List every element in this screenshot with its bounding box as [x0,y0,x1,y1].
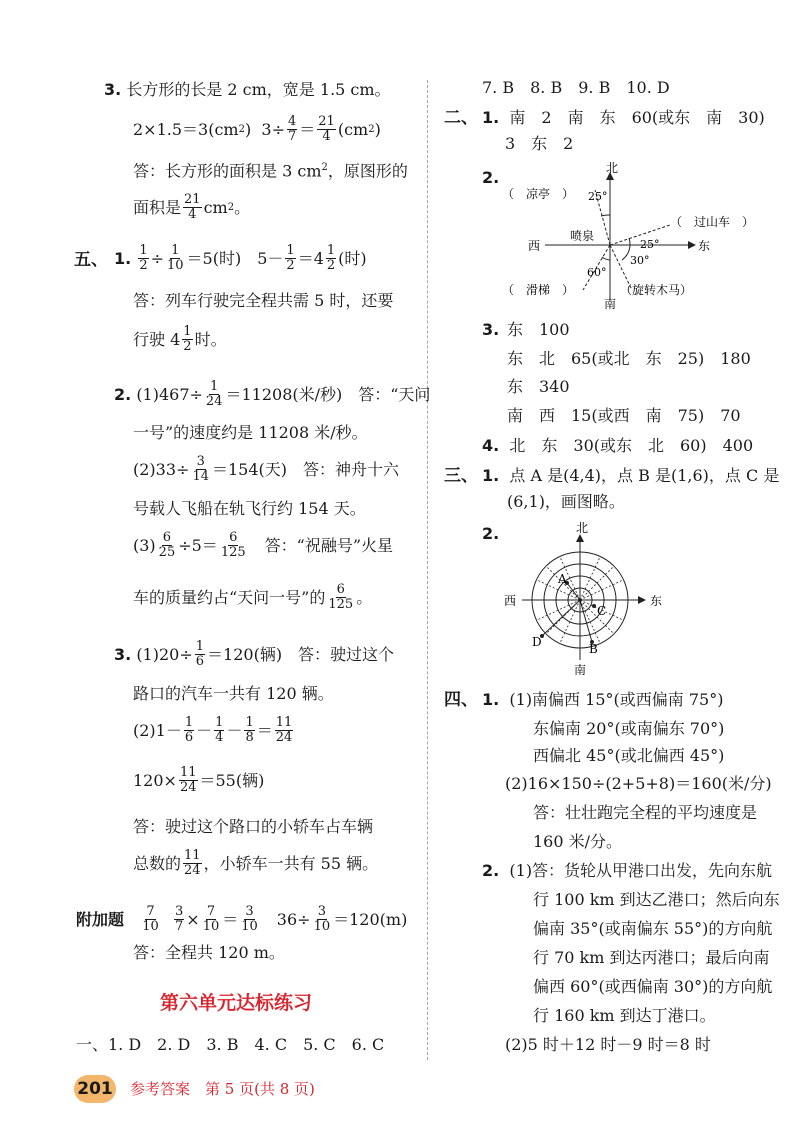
fraction-num: 21 [318,114,335,129]
arc-30 [622,245,630,260]
unit-title: 第六单元达标练习 [160,992,313,1014]
s2-q1-number: 1. [482,108,500,127]
s2-q3-l4: 南 西 15(或西 南 75) 70 [507,406,741,425]
fraction-den: 125 [220,545,246,560]
s5-q3-answer-2 [133,849,378,878]
angle-60: 60° [587,266,607,279]
fraction [244,716,254,745]
fraction [205,380,224,409]
q3-calc-a-sup: 2 [238,123,245,135]
fraction-num: 1 [139,243,148,258]
section-3-label: 三、 [444,466,478,486]
fraction [240,905,259,934]
fraction [183,193,202,222]
s4-q2-l2: 行 100 km 到达乙港口；然后向东 [533,890,780,909]
divide: ÷ [150,248,164,268]
fraction-den: 4 [188,207,197,222]
compass1-north: 北 [606,161,619,175]
fraction [141,905,160,934]
equals: ＝ [299,119,316,139]
s5-q2-1end: ＝11208(米/秒) 答：“天问 [225,384,431,404]
segment-A [567,583,580,600]
label-slide: （ 滑梯 ） [502,283,575,297]
extra-label: 附加题 [76,909,125,929]
extra-answer: 答：全程共 120 m。 [133,943,285,962]
fraction-den: 24 [179,780,197,795]
s5-q2-3bend: 。 [356,587,373,607]
fraction-num: 6 [336,582,345,597]
q3-calc-a: 2×1.5＝3(cm [133,119,239,139]
s2-q1-b: 3 东 2 [505,134,574,153]
fraction [191,455,210,484]
fraction [158,531,177,560]
s4-q1-l5: 答：壮壮跑完全程的平均速度是 [533,803,758,822]
fraction-den: 10 [202,919,220,934]
q3-calc-b-end: (cm [337,119,369,139]
s3-q1-number: 1. [482,466,500,485]
footer-text: 参考答案 第 5 页(共 8 页) [130,1080,315,1098]
fraction-den: 25 [158,545,176,560]
q3-ans2-end: cm [203,197,228,217]
compass2-south: 南 [574,663,587,677]
angle-25-east: 25° [640,238,660,251]
q3-calc-b-sup: 2 [368,123,375,135]
s2-q3-l3: 东 340 [507,377,570,396]
arc-60 [602,257,610,260]
north-arrow-icon [576,534,584,542]
minus: － [196,720,213,740]
compass1-south: 南 [604,297,617,310]
fraction-num: 1 [195,639,205,654]
q3-answer-2 [133,193,250,222]
s4-q1-l2: 东偏南 20°(或南偏东 70°) [533,719,725,738]
fraction [184,716,194,745]
fraction-num: 1 [286,243,295,258]
fraction [317,115,336,144]
q3-answer [133,158,408,181]
s5-q2-2end: ＝154(天) 答：神舟十六 [211,459,400,479]
east-arrow-icon [638,596,646,604]
fraction [179,766,198,795]
fraction-num: 7 [206,904,216,919]
s5-q1-r3: (时) [338,248,367,268]
s5-q3-1pre: (1)20÷ [136,644,193,664]
q3-line1 [104,80,391,100]
q3-ans1-end: ，原图形的 [327,161,408,181]
s5-q2-2pre: (2)33÷ [133,459,190,479]
fraction-den: 10 [142,919,159,934]
compass-diagram-points [500,520,680,680]
s4-q1-l1: (1)南偏西 15°(或西偏南 75°) [509,690,724,709]
column-divider [427,80,428,1060]
s2-q2-number: 2. [482,168,500,187]
fraction-num: 21 [184,192,201,207]
point-C [592,604,596,608]
label-carousel: （旋转木马） [620,283,693,297]
s2-q1 [482,108,765,128]
fraction-den: 2 [326,258,336,273]
fraction-num: 1 [210,379,219,394]
q3-ans1-sup: 2 [321,162,328,173]
fraction [166,244,185,273]
fraction-num: 11 [275,715,293,730]
fraction-num: 3 [317,904,326,919]
fraction-den: 8 [245,730,254,745]
s3-q1 [482,466,779,486]
s4-q1-l4: (2)16×150÷(2+5+8)＝160(米/分) [505,774,772,793]
s5-q2-2b: 号载人飞船在轨飞行约 154 天。 [133,499,366,518]
fraction [214,716,224,745]
q3-ans2-close: 。 [234,197,251,217]
fraction-den: 24 [205,394,223,409]
label-coaster: （ 过山车 ） [670,215,755,229]
s2-q3-l2: 东 北 65(或北 东 25) 180 [507,349,751,368]
s2-q4-number: 4. [482,436,500,455]
fraction-num: 6 [162,530,172,545]
fraction-den: 14 [192,469,209,484]
s3-q1-b: (6,1)，画图略。 [507,492,625,511]
s5-q2-3b [133,583,372,612]
s5-q1-answer: 答：列车行驶完全程共需 5 时，还要 [133,291,394,310]
s5-q1-ans2-pre: 行驶 4 [133,329,181,349]
compass-diagram-parks [500,160,780,310]
extra-question [76,905,407,934]
s2-q4-text: 北 东 30(或东 北 60) 400 [509,436,754,455]
fraction-num: 11 [184,848,201,863]
fraction-num: 3 [196,454,205,469]
compass2-east: 东 [650,594,663,608]
s5-q2-2 [133,455,399,484]
fraction-num: 4 [287,114,297,129]
s5-q2-1pre: (1)467÷ [136,384,203,404]
section-4-label: 四、 [444,690,478,710]
fraction-den: 4 [215,730,224,745]
q3-calc-b-pre: 3÷ [261,119,285,139]
east-arrow-icon [688,241,696,249]
fraction-den: 24 [275,730,293,745]
fraction-num: 11 [179,765,197,780]
fraction-num: 3 [245,904,254,919]
s5-q3-1end: ＝120(辆) 答：驶过这个 [207,644,395,664]
s5-q3-number: 3. [114,644,132,664]
s5-q2-3b-text: 车的质量约占“天问一号”的 [133,587,326,607]
s5-q3-ans2-end: ，小轿车一共有 55 辆。 [203,853,379,873]
s4-q2-number: 2. [482,861,500,880]
s4-q2-l1: (1)答：货轮从甲港口出发，先向东航 [509,861,773,880]
s4-q2-l3: 偏南 35°(或南偏东 55°)的方向航 [533,919,773,938]
s5-q1-answer-2 [133,325,227,354]
extra-mid: 36÷ [260,909,311,929]
angle-25-north: 25° [588,190,608,203]
fraction [183,849,202,878]
fraction-den: 4 [322,129,331,144]
page-number-badge: 201 [74,1075,116,1103]
extra-end: ＝120(m) [333,909,408,929]
s5-q3-1b: 路口的汽车一共有 120 辆。 [133,684,334,703]
s2-q1-text: 南 2 南 东 60(或东 南 30) [509,108,765,127]
s5-q2-3pre: (3) [133,535,156,555]
s5-q3-3 [133,766,264,795]
fraction [220,531,247,560]
fraction [195,640,205,669]
s5-q3-2 [133,716,295,745]
s5-q2-3mid: ÷5＝ [178,535,218,555]
s2-q4 [482,436,753,456]
q3-calc [133,115,381,144]
fraction [138,244,148,273]
fraction [313,905,332,934]
fraction-num: 3 [175,904,184,919]
fraction [285,244,295,273]
fraction-den: 6 [184,730,194,745]
s5-q1-r2: ＝4 [297,248,324,268]
fraction-num: 1 [184,715,194,730]
s4-q2-l4: 行 70 km 到达丙港口；最后向南 [533,948,770,967]
s5-q3-3pre: 120× [133,770,177,790]
s4-q1-l6: 160 米/分。 [533,832,623,851]
s5-q2-number: 2. [114,384,132,404]
fraction [174,905,184,934]
s5-q1-number: 1. [114,248,132,268]
arc-25-east [629,238,630,245]
fraction-num: 7 [146,904,155,919]
fraction-num: 1 [215,715,224,730]
s5-q1-ans2-end: 时。 [194,329,227,349]
s4-q1-number: 1. [482,690,500,709]
s5-q2-3end: 答：“祝融号”火星 [248,535,394,555]
s5-q1-calc [114,244,367,273]
s3-q2-number: 2. [482,524,500,543]
fraction-num: 1 [245,715,254,730]
minus: － [226,720,243,740]
s5-q3-2pre: (2)1－ [133,720,182,740]
fraction-num: 1 [171,243,180,258]
section-5-label: 五、 [74,250,108,270]
q3-calc-a-end: ) [244,119,252,139]
angle-30: 30° [630,254,650,267]
label-pavilion: （ 凉亭 ） [502,187,575,201]
s3-q1-text: 点 A 是(4,4)，点 B 是(1,6)，点 C 是 [509,466,780,485]
s4-q2-l6: 行 160 km 到达丁港口。 [533,1006,716,1025]
q3-number: 3. [104,80,122,99]
s2-q3-l1: 东 100 [507,320,570,339]
label-B: B [589,642,598,656]
times: × [186,909,200,929]
fraction-num: 1 [326,243,336,258]
fraction [182,325,192,354]
compass1-east: 东 [698,239,711,253]
compass2-north: 北 [576,521,589,535]
s5-q3-answer: 答：驶过这个路口的小轿车占车辆 [133,817,374,836]
fraction-den: 10 [167,258,184,273]
fraction-num: 6 [229,530,238,545]
s4-q2-l7: (2)5 时＋12 时－9 时＝8 时 [505,1035,711,1054]
fraction-den: 10 [313,919,331,934]
s4-q2 [482,861,772,881]
s5-q1-r: ＝5(时) 5－ [186,248,284,268]
q3-ans2-sup: 2 [227,201,235,213]
q3-calc-b-close: ) [374,119,381,139]
section-2-label: 二、 [444,108,478,128]
label-C: C [597,604,607,618]
fraction-den: 2 [183,339,192,354]
equals: ＝ [222,909,239,929]
equals: ＝ [256,720,273,740]
label-fountain: 喷泉 [570,229,595,243]
fraction-den: 7 [287,129,297,144]
fraction [202,905,221,934]
compass2-west: 西 [504,594,517,608]
s5-q3-1 [114,640,394,669]
s5-q2-1b: 一号”的速度约是 11208 米/秒。 [133,423,368,442]
r-top-answers: 7. B 8. B 9. B 10. D [482,78,670,97]
label-D: D [532,635,542,649]
s4-q1 [482,690,723,710]
label-A: A [558,572,567,586]
s4-q1-l3: 西偏北 45°(或北偏西 45°) [533,746,725,765]
q3-text: 长方形的长是 2 cm，宽是 1.5 cm。 [126,80,391,99]
s4-q2-l5: 偏西 60°(或西偏南 30°)的方向航 [533,977,773,996]
fraction [275,716,294,745]
fraction-den: 2 [139,258,148,273]
compass1-west: 西 [528,239,541,253]
s5-q2-1 [114,380,430,409]
fraction [326,244,336,273]
fraction [287,115,297,144]
fraction [327,583,354,612]
fraction-den: 7 [175,919,184,934]
s2-q3-number: 3. [482,320,500,339]
s5-q3-ans2-pre: 总数的 [133,853,182,873]
s5-q3-3end: ＝55(辆) [199,770,265,790]
s5-q2-3 [133,531,393,560]
fraction-den: 2 [286,258,295,273]
fraction-den: 24 [184,863,201,878]
fraction-num: 1 [183,324,192,339]
fraction-den: 6 [195,654,205,669]
q3-ans2-pre: 面积是 [133,197,182,217]
unit6-section1: 一、1. D 2. D 3. B 4. C 5. C 6. C [76,1035,385,1054]
fraction-den: 10 [241,919,258,934]
q3-ans1: 答：长方形的面积是 3 cm [133,161,322,181]
fraction-den: 125 [328,597,354,612]
